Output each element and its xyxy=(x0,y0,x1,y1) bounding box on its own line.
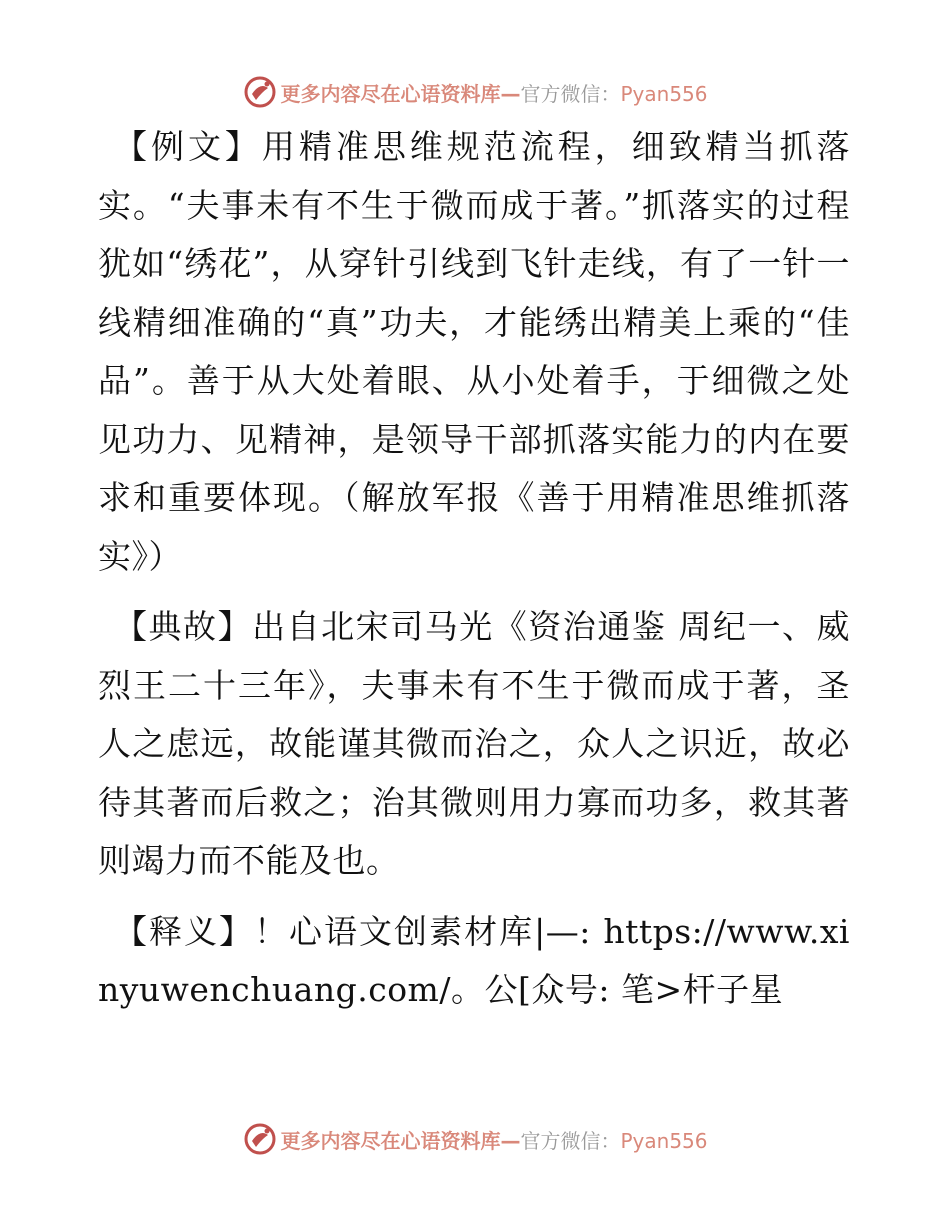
meaning-paragraph: 【释义】！心语文创素材库|—: https://www.xinyuwenchuang.com/。公[众号: 笔>杆子星 xyxy=(98,911,850,1009)
brand-logo-icon xyxy=(242,74,278,110)
footer-banner-text xyxy=(280,1125,707,1154)
example-paragraph: 【例文】用精准思维规范流程，细致精当抓落实。“夫事未有不生于微而成于著。”抓落实的过程犹如“绣花”，从穿针引线到飞针走线，有了一针一线精细准确的“真”功夫，才能绣出精美上乘的“佳品”。善于从大处着眼、从小处着手，于细微之处见功力、见精神，是领导干部抓落实能力的内在要求和重要体现。（解放军报《善于用精准思维抓落实》） xyxy=(98,127,850,576)
footer-banner-main: 更多内容尽在心语资料库— xyxy=(280,1128,521,1153)
header-banner-main: 更多内容尽在心语资料库— xyxy=(280,81,521,106)
allusion-paragraph: 【典故】出自北宋司马光《资治通鉴 周纪一、威烈王二十三年》，夫事未有不生于微而成于著，圣人之虑远，故能谨其微而治之，众人之识近，故必待其著而后救之；治其微则用力寡而功多，救其著则竭力而不能及也。 xyxy=(98,607,850,880)
footer-banner-wechat-id: Pyan556 xyxy=(620,1128,708,1153)
header-banner-wechat-label: 官方微信： xyxy=(520,81,621,106)
header-watermark-banner xyxy=(0,72,950,112)
header-banner-wechat-id: Pyan556 xyxy=(620,81,708,106)
header-banner-text xyxy=(280,78,707,107)
brand-logo-icon xyxy=(242,1121,278,1157)
footer-banner-wechat-label: 官方微信： xyxy=(520,1128,621,1153)
footer-watermark-banner xyxy=(0,1119,950,1159)
document-body xyxy=(98,118,850,1032)
